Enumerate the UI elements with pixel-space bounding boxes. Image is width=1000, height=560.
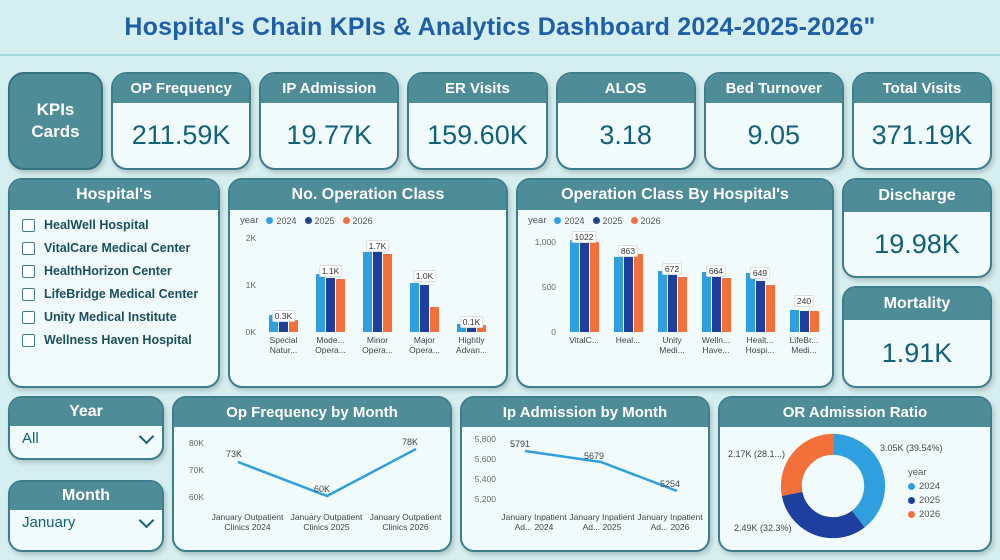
y-axis — [178, 435, 204, 502]
chart-or-admission-ratio — [718, 396, 992, 552]
hospital-checkbox-item[interactable] — [22, 333, 208, 347]
legend-title: year — [528, 215, 547, 226]
y-tick: 500 — [541, 282, 556, 292]
x-axis-labels — [562, 336, 826, 356]
y-tick: 0K — [245, 327, 256, 337]
dashboard-title-bar — [0, 0, 1000, 56]
hospital-label: HealthHorizon Center — [44, 264, 172, 278]
kpi-bed-turnover-label: Bed Turnover — [706, 74, 842, 103]
legend-label: 2024 — [276, 215, 297, 226]
hospitals-filter-card — [8, 178, 220, 388]
x-axis-labels — [208, 513, 446, 533]
hospital-checkbox-item[interactable] — [22, 310, 208, 324]
hospital-checkbox-item[interactable] — [22, 287, 208, 301]
hospital-label: VitalCare Medical Center — [44, 241, 191, 255]
bar-data-label: 649 — [750, 267, 770, 279]
donut-legend — [908, 467, 940, 520]
legend-item-2024[interactable] — [908, 481, 940, 492]
chart-op-frequency-by-month — [172, 396, 452, 552]
kpi-op-frequency-label: OP Frequency — [113, 74, 249, 103]
kpi-op-frequency-value: 211.59K — [131, 120, 231, 150]
bar-group[interactable] — [606, 232, 650, 332]
card-mortality[interactable] — [842, 286, 992, 388]
chart-operation-class-by-hospitals-legend — [518, 210, 832, 226]
kpi-ip-admission[interactable] — [259, 72, 399, 170]
kpi-ip-admission-label: IP Admission — [261, 74, 397, 103]
legend-label: 2025 — [919, 495, 941, 506]
legend-label: 2024 — [919, 481, 941, 492]
checkbox-icon[interactable] — [22, 311, 35, 324]
bar-group[interactable] — [738, 232, 782, 332]
x-tick-label: January Inpatient Ad... 2026 — [637, 512, 703, 532]
x-tick-label: Hightly Advan... — [455, 335, 488, 355]
line-data-label: 5791 — [510, 439, 531, 449]
checkbox-icon[interactable] — [22, 242, 35, 255]
bar-data-label: 0.1K — [460, 316, 484, 328]
chart-ip-admission-by-month-title: Ip Admission by Month — [462, 398, 708, 427]
bar-group[interactable] — [694, 232, 738, 332]
chart-operation-class-by-hospitals-title: Operation Class By Hospital's — [518, 180, 832, 210]
hospitals-list — [10, 210, 218, 347]
bar-data-label: 1.0K — [413, 270, 437, 282]
donut-data-label-2026: 2.17K (28.1...) — [728, 449, 786, 459]
legend-item-2026[interactable] — [908, 509, 940, 520]
filter-year-dropdown[interactable] — [10, 426, 162, 447]
x-tick-label: Special Natur... — [269, 335, 298, 355]
y-axis — [234, 232, 256, 337]
bar-data-label: 1.7K — [366, 240, 390, 252]
bar-group[interactable] — [307, 232, 354, 332]
legend-label: 2024 — [564, 215, 585, 226]
bar-group[interactable] — [562, 232, 606, 332]
chart-no-operation-class-title: No. Operation Class — [230, 180, 506, 210]
filter-month-value: January — [22, 514, 76, 531]
hospital-label: Unity Medical Institute — [44, 310, 177, 324]
line-data-label: 5254 — [660, 479, 681, 489]
chevron-down-icon[interactable] — [139, 428, 155, 444]
x-tick-label: Heal... — [615, 335, 641, 345]
chart-ip-admission-by-month — [460, 396, 710, 552]
mortality-value: 1.91K — [881, 337, 953, 368]
line-data-label: 78K — [402, 437, 419, 447]
x-tick-label: January Inpatient Ad... 2024 — [501, 512, 567, 532]
chart-no-operation-class — [228, 178, 508, 388]
kpi-er-visits[interactable] — [407, 72, 547, 170]
y-tick: 1,000 — [534, 237, 556, 247]
hospital-label: LifeBridge Medical Center — [44, 287, 199, 301]
checkbox-icon[interactable] — [22, 334, 35, 347]
chart-operation-class-by-hospitals — [516, 178, 834, 388]
legend-label: 2025 — [602, 215, 623, 226]
mortality-label: Mortality — [844, 288, 990, 320]
legend-item-2026[interactable] — [343, 216, 373, 226]
chart-operation-class-by-hospitals-plot — [518, 226, 832, 374]
x-tick-label: Welln... Have... — [701, 335, 731, 355]
y-tick: 2K — [245, 233, 256, 243]
bar-data-label: 863 — [618, 245, 638, 257]
legend-label: 2026 — [640, 215, 661, 226]
y-tick: 70K — [188, 465, 204, 475]
x-tick-label: January Outpatient Clinics 2025 — [290, 512, 363, 532]
y-tick: 5,200 — [474, 494, 496, 504]
legend-item-2024[interactable] — [554, 216, 584, 226]
y-tick: 0 — [551, 327, 556, 337]
y-tick: 80K — [188, 438, 204, 448]
filter-month-dropdown[interactable] — [10, 510, 162, 531]
checkbox-icon[interactable] — [22, 219, 35, 232]
x-tick-label: January Outpatient Clinics 2026 — [369, 512, 442, 532]
x-tick-label: January Inpatient Ad... 2025 — [569, 512, 635, 532]
chart-or-admission-ratio-plot — [720, 427, 990, 549]
kpi-alos[interactable] — [556, 72, 696, 170]
filter-year[interactable] — [8, 396, 164, 460]
x-tick-label: Unity Medi... — [659, 335, 685, 355]
kpi-bed-turnover[interactable] — [704, 72, 844, 170]
kpi-alos-label: ALOS — [558, 74, 694, 103]
bar-group[interactable] — [650, 232, 694, 332]
x-tick-label: Healt... Hospi... — [745, 335, 775, 355]
bar-group[interactable] — [260, 232, 307, 332]
filter-month[interactable] — [8, 480, 164, 552]
line-series — [500, 429, 702, 509]
card-discharge[interactable] — [842, 178, 992, 278]
legend-item-2026[interactable] — [631, 216, 661, 226]
hospital-label: HealWell Hospital — [44, 218, 149, 232]
y-tick: 5,600 — [474, 454, 496, 464]
kpi-total-visits-value: 371.19K — [871, 120, 973, 150]
bar-data-label: 664 — [706, 265, 726, 277]
line-data-label: 73K — [226, 449, 243, 459]
legend-title: year — [908, 467, 927, 478]
x-axis-labels — [500, 513, 704, 533]
bar-groups — [562, 232, 826, 332]
line-data-label: 5679 — [584, 451, 605, 461]
checkbox-icon[interactable] — [22, 265, 35, 278]
legend-item-2025[interactable] — [908, 495, 940, 506]
hospital-checkbox-item[interactable] — [22, 241, 208, 255]
kpi-bed-turnover-value: 9.05 — [747, 120, 801, 150]
x-axis-labels — [260, 336, 498, 356]
y-tick: 1K — [245, 280, 256, 290]
legend-item-2025[interactable] — [305, 216, 335, 226]
chart-op-frequency-by-month-title: Op Frequency by Month — [174, 398, 450, 427]
checkbox-icon[interactable] — [22, 288, 35, 301]
kpi-strip — [8, 72, 992, 170]
donut-data-label-2025: 2.49K (32.3%) — [734, 523, 792, 533]
legend-item-2024[interactable] — [266, 216, 296, 226]
discharge-label: Discharge — [844, 180, 990, 212]
x-tick-label: January Outpatient Clinics 2024 — [211, 512, 284, 532]
filter-year-value: All — [22, 430, 39, 447]
y-axis — [522, 232, 556, 337]
bar-group[interactable] — [448, 232, 495, 332]
kpi-cards-label-line1: KPIs — [36, 99, 75, 119]
x-tick-label: VitalC... — [569, 335, 599, 345]
bar-group[interactable] — [401, 232, 448, 332]
filter-month-label: Month — [10, 482, 162, 510]
y-tick: 5,800 — [474, 434, 496, 444]
legend-title: year — [240, 215, 259, 226]
line-data-label: 60K — [314, 484, 331, 494]
legend-label: 2026 — [352, 215, 373, 226]
discharge-value: 19.98K — [874, 228, 960, 259]
bar-data-label: 1022 — [572, 231, 597, 243]
kpi-er-visits-label: ER Visits — [409, 74, 545, 103]
kpi-er-visits-value: 159.60K — [427, 120, 528, 150]
x-tick-label: Major Opera... — [409, 335, 440, 355]
bar-data-label: 672 — [662, 263, 682, 275]
x-tick-label: LifeBr... Medi... — [789, 335, 819, 355]
kpi-cards-label-line2: Cards — [31, 122, 80, 141]
bar-data-label: 1.1K — [319, 265, 343, 277]
bar-group[interactable] — [782, 232, 826, 332]
y-tick: 5,400 — [474, 474, 496, 484]
chart-or-admission-ratio-title: OR Admission Ratio — [720, 398, 990, 427]
kpi-total-visits-label: Total Visits — [854, 74, 990, 103]
x-tick-label: Minor Opera... — [362, 335, 393, 355]
x-tick-label: Mode... Opera... — [315, 335, 346, 355]
bar-data-label: 0.3K — [272, 310, 296, 322]
chart-no-operation-class-legend — [230, 210, 506, 226]
legend-label: 2025 — [314, 215, 335, 226]
donut-data-label-2024: 3.05K (39.54%) — [880, 443, 943, 453]
kpi-total-visits[interactable] — [852, 72, 992, 170]
page-title: Hospital's Chain KPIs & Analytics Dashboard 2024-2025-2026" — [124, 12, 876, 41]
chevron-down-icon[interactable] — [139, 512, 155, 528]
chart-ip-admission-plot — [462, 427, 708, 549]
donut-svg[interactable] — [778, 431, 888, 541]
bar-group[interactable] — [354, 232, 401, 332]
bar-groups — [260, 232, 498, 332]
hospital-label: Wellness Haven Hospital — [44, 333, 192, 347]
y-tick: 60K — [188, 492, 204, 502]
filter-year-label: Year — [10, 398, 162, 426]
kpi-alos-value: 3.18 — [599, 120, 652, 150]
legend-label: 2026 — [919, 509, 941, 520]
chart-no-operation-class-plot — [230, 226, 506, 374]
hospital-checkbox-item[interactable] — [22, 264, 208, 278]
chart-op-frequency-plot — [174, 427, 450, 549]
bar-data-label: 240 — [794, 295, 814, 307]
legend-item-2025[interactable] — [593, 216, 623, 226]
hospital-checkbox-item[interactable] — [22, 218, 208, 232]
y-axis — [464, 433, 496, 504]
hospitals-filter-title: Hospital's — [10, 180, 218, 210]
kpi-op-frequency[interactable] — [111, 72, 251, 170]
kpi-cards-label — [8, 72, 103, 170]
kpi-ip-admission-value: 19.77K — [286, 120, 373, 150]
